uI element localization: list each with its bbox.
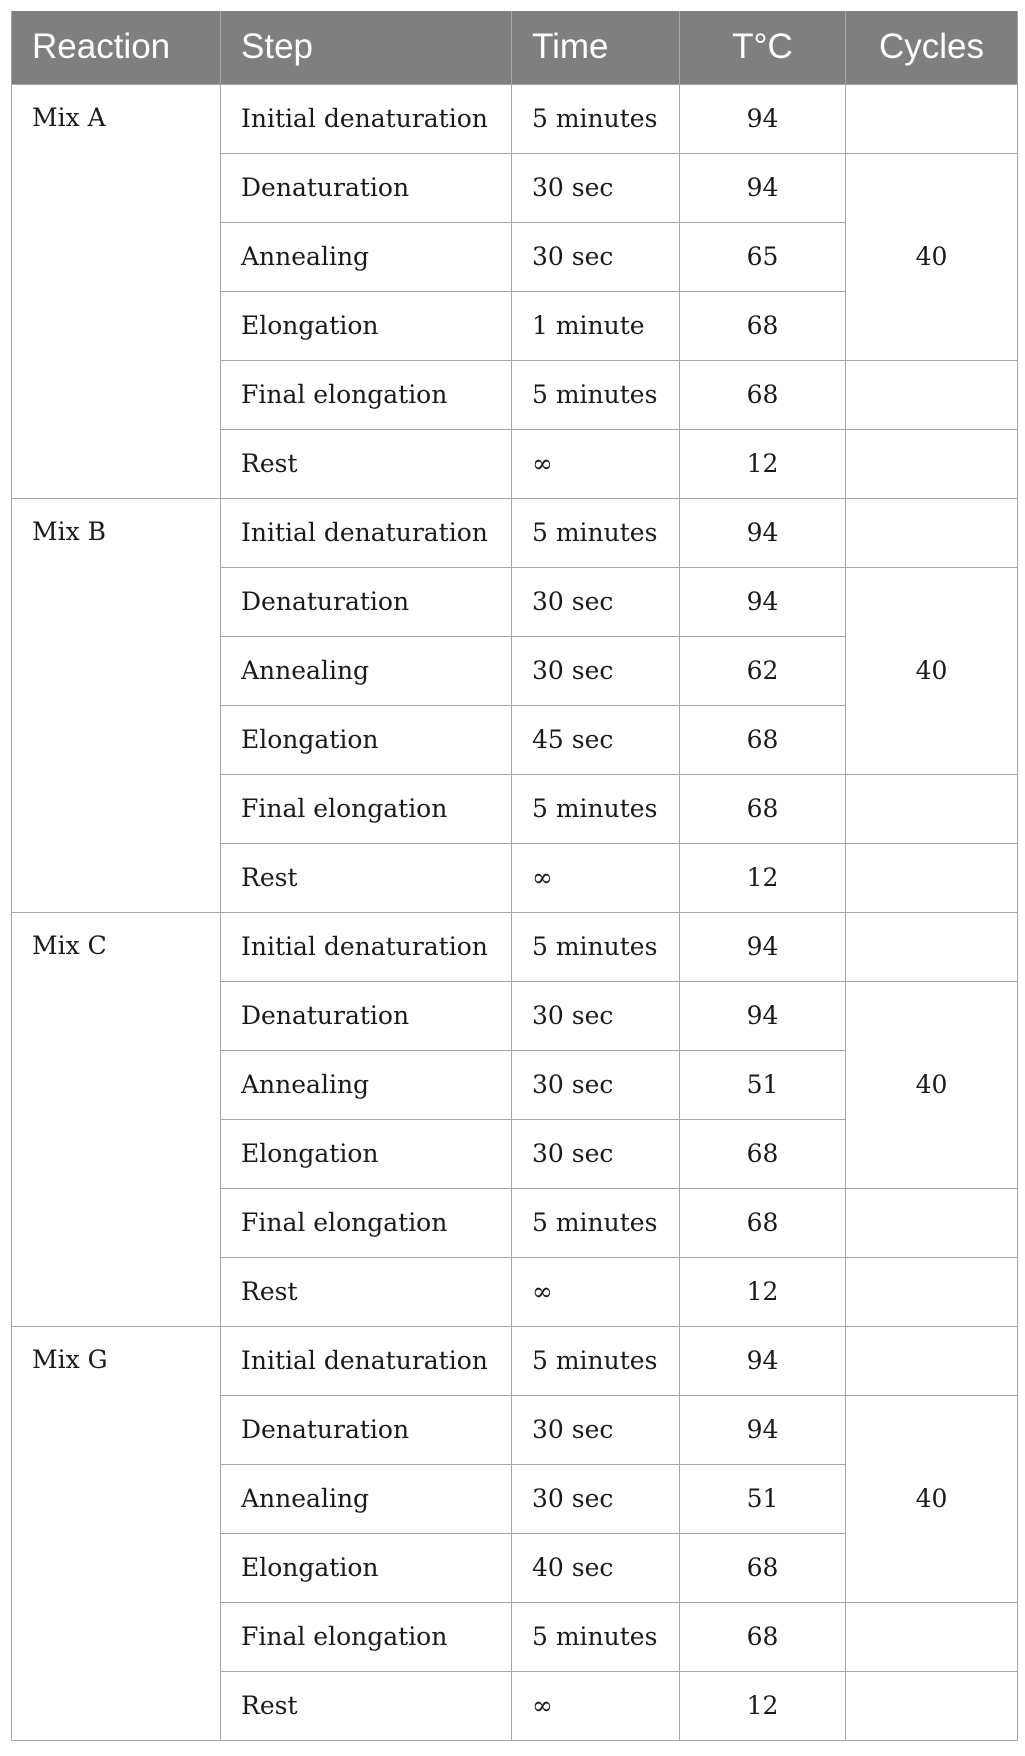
step-cell: Annealing bbox=[221, 222, 512, 291]
step-cell: Annealing bbox=[221, 1050, 512, 1119]
time-cell: 40 sec bbox=[512, 1533, 680, 1602]
step-cell: Annealing bbox=[221, 1464, 512, 1533]
step-cell: Elongation bbox=[221, 1533, 512, 1602]
step-cell: Final elongation bbox=[221, 774, 512, 843]
time-cell: 45 sec bbox=[512, 705, 680, 774]
time-cell: 30 sec bbox=[512, 636, 680, 705]
temperature-cell: 12 bbox=[680, 843, 846, 912]
step-cell: Rest bbox=[221, 843, 512, 912]
time-cell: 5 minutes bbox=[512, 498, 680, 567]
cycles-cell-empty bbox=[846, 1602, 1018, 1671]
temperature-cell: 65 bbox=[680, 222, 846, 291]
table-row bbox=[12, 1326, 1018, 1395]
temperature-cell: 94 bbox=[680, 84, 846, 153]
temperature-cell: 51 bbox=[680, 1464, 846, 1533]
time-cell: 30 sec bbox=[512, 981, 680, 1050]
step-cell: Rest bbox=[221, 1671, 512, 1740]
time-cell: 5 minutes bbox=[512, 774, 680, 843]
time-cell: 5 minutes bbox=[512, 1326, 680, 1395]
temperature-cell: 68 bbox=[680, 774, 846, 843]
cycles-cell-empty bbox=[846, 429, 1018, 498]
time-cell: 30 sec bbox=[512, 1395, 680, 1464]
temperature-cell: 12 bbox=[680, 1671, 846, 1740]
temperature-cell: 94 bbox=[680, 153, 846, 222]
time-cell: 30 sec bbox=[512, 222, 680, 291]
header-step: Step bbox=[221, 11, 512, 84]
time-cell: 30 sec bbox=[512, 153, 680, 222]
step-cell: Denaturation bbox=[221, 153, 512, 222]
time-cell: 5 minutes bbox=[512, 1602, 680, 1671]
cycles-cell-empty bbox=[846, 843, 1018, 912]
temperature-cell: 94 bbox=[680, 567, 846, 636]
temperature-cell: 51 bbox=[680, 1050, 846, 1119]
cycles-cell-empty bbox=[846, 84, 1018, 153]
cycles-cell-empty bbox=[846, 774, 1018, 843]
step-cell: Final elongation bbox=[221, 360, 512, 429]
step-cell: Initial denaturation bbox=[221, 912, 512, 981]
temperature-cell: 68 bbox=[680, 360, 846, 429]
table-row bbox=[12, 912, 1018, 981]
temperature-cell: 68 bbox=[680, 1602, 846, 1671]
cycles-cell: 40 bbox=[846, 567, 1018, 774]
step-cell: Final elongation bbox=[221, 1188, 512, 1257]
temperature-cell: 68 bbox=[680, 705, 846, 774]
header-time: Time bbox=[512, 11, 680, 84]
step-cell: Elongation bbox=[221, 291, 512, 360]
table-header bbox=[12, 11, 1018, 84]
temperature-cell: 94 bbox=[680, 1395, 846, 1464]
step-cell: Rest bbox=[221, 1257, 512, 1326]
step-cell: Rest bbox=[221, 429, 512, 498]
time-cell: 30 sec bbox=[512, 1050, 680, 1119]
time-cell: ∞ bbox=[512, 429, 680, 498]
step-cell: Elongation bbox=[221, 705, 512, 774]
reaction-cell: Mix B bbox=[12, 498, 221, 912]
header-row bbox=[12, 11, 1018, 84]
time-cell: 5 minutes bbox=[512, 1188, 680, 1257]
time-cell: ∞ bbox=[512, 843, 680, 912]
time-cell: 5 minutes bbox=[512, 360, 680, 429]
temperature-cell: 12 bbox=[680, 1257, 846, 1326]
time-cell: 30 sec bbox=[512, 1119, 680, 1188]
cycles-cell-empty bbox=[846, 498, 1018, 567]
step-cell: Denaturation bbox=[221, 981, 512, 1050]
step-cell: Final elongation bbox=[221, 1602, 512, 1671]
time-cell: 5 minutes bbox=[512, 84, 680, 153]
time-cell: 30 sec bbox=[512, 567, 680, 636]
cycles-cell-empty bbox=[846, 360, 1018, 429]
table-row bbox=[12, 498, 1018, 567]
table-row bbox=[12, 84, 1018, 153]
step-cell: Annealing bbox=[221, 636, 512, 705]
temperature-cell: 62 bbox=[680, 636, 846, 705]
temperature-cell: 68 bbox=[680, 1188, 846, 1257]
header-temperature: T°C bbox=[680, 11, 846, 84]
step-cell: Denaturation bbox=[221, 567, 512, 636]
reaction-cell: Mix A bbox=[12, 84, 221, 498]
step-cell: Denaturation bbox=[221, 1395, 512, 1464]
time-cell: ∞ bbox=[512, 1257, 680, 1326]
cycles-cell: 40 bbox=[846, 153, 1018, 360]
step-cell: Elongation bbox=[221, 1119, 512, 1188]
reaction-cell: Mix C bbox=[12, 912, 221, 1326]
temperature-cell: 94 bbox=[680, 498, 846, 567]
temperature-cell: 12 bbox=[680, 429, 846, 498]
cycles-cell-empty bbox=[846, 1671, 1018, 1740]
step-cell: Initial denaturation bbox=[221, 498, 512, 567]
cycles-cell: 40 bbox=[846, 981, 1018, 1188]
step-cell: Initial denaturation bbox=[221, 1326, 512, 1395]
step-cell: Initial denaturation bbox=[221, 84, 512, 153]
pcr-protocol-table bbox=[11, 11, 1018, 1741]
temperature-cell: 94 bbox=[680, 981, 846, 1050]
table-body bbox=[12, 84, 1018, 1740]
cycles-cell-empty bbox=[846, 1257, 1018, 1326]
reaction-cell: Mix G bbox=[12, 1326, 221, 1740]
temperature-cell: 94 bbox=[680, 912, 846, 981]
cycles-cell: 40 bbox=[846, 1395, 1018, 1602]
temperature-cell: 68 bbox=[680, 1119, 846, 1188]
cycles-cell-empty bbox=[846, 912, 1018, 981]
header-reaction: Reaction bbox=[12, 11, 221, 84]
cycles-cell-empty bbox=[846, 1326, 1018, 1395]
temperature-cell: 68 bbox=[680, 1533, 846, 1602]
time-cell: 5 minutes bbox=[512, 912, 680, 981]
time-cell: 30 sec bbox=[512, 1464, 680, 1533]
cycles-cell-empty bbox=[846, 1188, 1018, 1257]
header-cycles: Cycles bbox=[846, 11, 1018, 84]
temperature-cell: 68 bbox=[680, 291, 846, 360]
time-cell: ∞ bbox=[512, 1671, 680, 1740]
time-cell: 1 minute bbox=[512, 291, 680, 360]
temperature-cell: 94 bbox=[680, 1326, 846, 1395]
